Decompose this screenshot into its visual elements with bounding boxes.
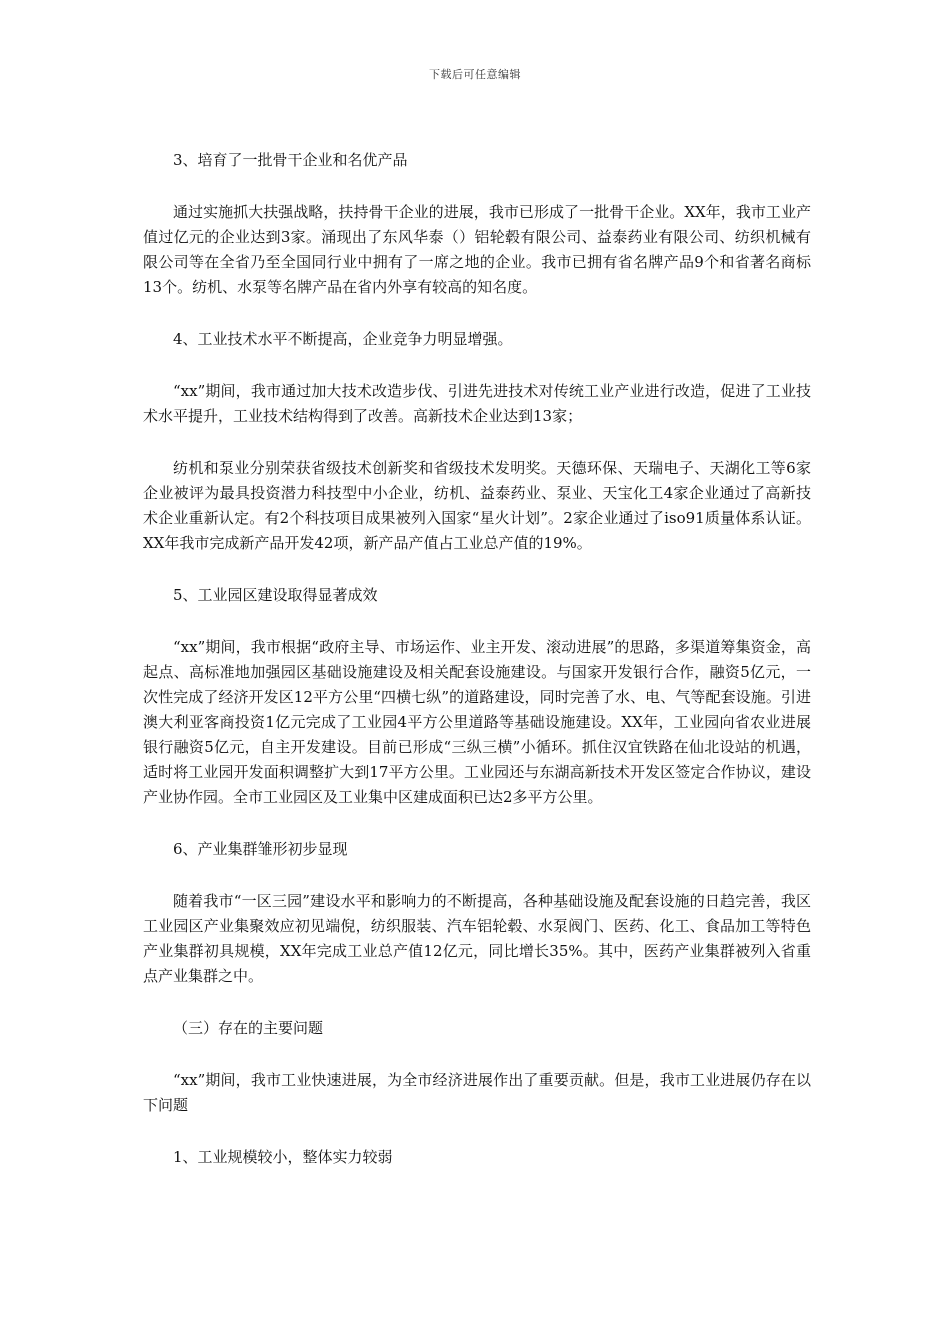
section-heading-6: 6、产业集群雏形初步显现 [173, 840, 348, 858]
paragraph-3: 通过实施抓大扶强战略，扶持骨干企业的进展，我市已形成了一批骨干企业。XX年，我市工业产值过亿元的企业达到3家。涌现出了东风华泰（）铝轮毂有限公司、益泰药业有限公司、纺织机械有限公司等在全省乃至全国同行业中拥有了一席之地的企业。我市已拥有省名牌产品9个和省著名商标13个。纺机、水泵等名牌产品在省内外享有较高的知名度。 [143, 203, 811, 296]
section-heading-problems: （三）存在的主要问题 [173, 1019, 324, 1037]
page-header-note: 下载后可任意编辑 [429, 68, 521, 81]
paragraph-5: “xx”期间，我市根据“政府主导、市场运作、业主开发、滚动进展”的思路，多渠道筹集资金，高起点、高标准地加强园区基础设施建设及相关配套设施建设。与国家开发银行合作，融资5亿元，一次性完成了经济开发区12平方公里“四横七纵”的道路建设，同时完善了水、电、气等配套设施。引进澳大利亚客商投资1亿元完成了工业园4平方公里道路等基础设施建设。XX年，工业园向省农业进展银行融资5亿元，自主开发建设。目前已形成“三纵三横”小循环。抓住汉宜铁路在仙北设站的机遇，适时将工业园开发面积调整扩大到17平方公里。工业园还与东湖高新技术开发区签定合作协议，建设产业协作园。全市工业园区及工业集中区建成面积已达2多平方公里。 [143, 638, 811, 806]
section-heading-4: 4、工业技术水平不断提高，企业竞争力明显增强。 [173, 330, 513, 348]
section-heading-3: 3、培育了一批骨干企业和名优产品 [173, 151, 408, 169]
section-heading-problem-1: 1、工业规模较小，整体实力较弱 [173, 1148, 393, 1166]
document-body [143, 148, 811, 1170]
paragraph-6: 随着我市“一区三园”建设水平和影响力的不断提高，各种基础设施及配套设施的日趋完善，我区工业园区产业集聚效应初见端倪，纺织服装、汽车铝轮毂、水泵阀门、医药、化工、食品加工等特色产业集群初具规模，XX年完成工业总产值12亿元，同比增长35%。其中，医药产业集群被列入省重点产业集群之中。 [143, 892, 811, 985]
paragraph-problems: “xx”期间，我市工业快速进展，为全市经济进展作出了重要贡献。但是，我市工业进展仍存在以下问题 [143, 1071, 811, 1114]
section-heading-5: 5、工业园区建设取得显著成效 [173, 586, 378, 604]
paragraph-4a: “xx”期间，我市通过加大技术改造步伐、引进先进技术对传统工业产业进行改造，促进了工业技术水平提升，工业技术结构得到了改善。高新技术企业达到13家； [143, 382, 811, 425]
paragraph-4b: 纺机和泵业分别荣获省级技术创新奖和省级技术发明奖。天德环保、天瑞电子、天湖化工等6家企业被评为最具投资潜力科技型中小企业，纺机、益泰药业、泵业、天宝化工4家企业通过了高新技术企业重新认定。有2个科技项目成果被列入国家“星火计划”。2家企业通过了iso91质量体系认证。XX年我市完成新产品开发42项，新产品产值占工业总产值的19%。 [143, 459, 811, 552]
